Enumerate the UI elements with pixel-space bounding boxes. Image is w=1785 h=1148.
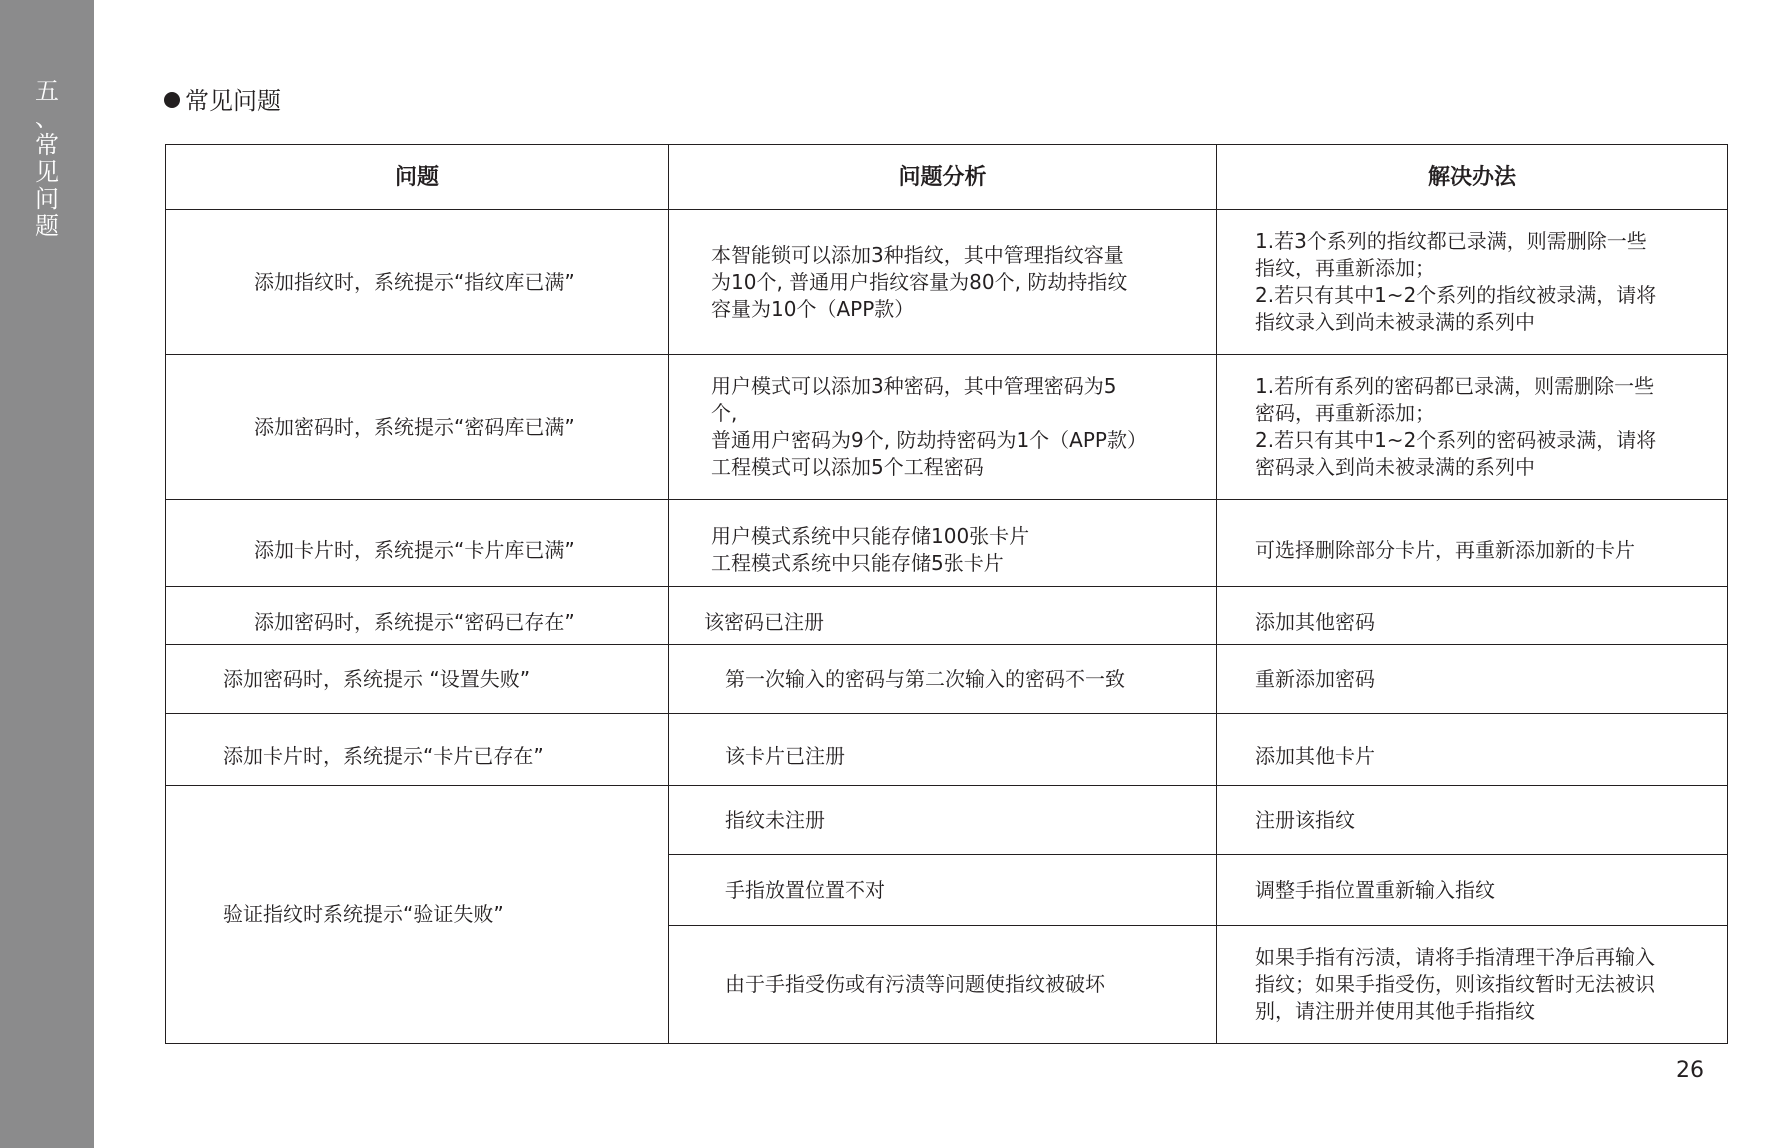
analysis-cell [669,926,1217,1044]
question-cell [166,786,669,1044]
table-header-row [166,145,1728,210]
section-label-char: 常 [35,131,59,159]
analysis-cell [669,210,1217,355]
analysis-text: 由于手指受伤或有污渍等问题使指纹被破坏 [725,972,1105,996]
analysis-cell [669,714,1217,786]
sidebar [0,0,94,1148]
question-text: 验证指纹时系统提示“验证失败” [223,902,504,926]
solution-text: 1.若所有系列的密码都已录满，则需删除一些 密码，再重新添加； 2.若只有其中1~2个系列的密码被录满，请将 密码录入到尚未被录满的系列中 [1255,374,1657,479]
question-cell [166,714,669,786]
solution-cell [1217,355,1728,500]
question-cell [166,587,669,645]
section-label-char: 问 [35,185,59,213]
analysis-cell [669,355,1217,500]
section-label-char: 见 [35,158,59,186]
solution-cell [1217,500,1728,587]
question-cell [166,645,669,714]
faq-table [165,144,1728,1044]
question-text: 添加密码时，系统提示“密码库已满” [254,414,575,439]
table-row [166,587,1728,645]
solution-cell [1217,210,1728,355]
analysis-text: 该密码已注册 [704,610,824,634]
table-row [166,500,1728,587]
solution-cell [1217,645,1728,714]
solution-cell [1217,714,1728,786]
table-row [166,645,1728,714]
analysis-text: 本智能锁可以添加3种指纹，其中管理指纹容量 为10个, 普通用户指纹容量为80个, 防劫持指纹 容量为10个（APP款） [711,242,1128,321]
analysis-text: 手指放置位置不对 [725,877,885,902]
section-heading [164,86,281,116]
analysis-text: 用户模式系统中只能存储100张卡片 工程模式系统中只能存储5张卡片 [711,524,1030,575]
section-heading-text: 常见问题 [185,87,281,115]
table-row [166,714,1728,786]
question-text: 添加卡片时，系统提示“卡片库已满” [254,537,575,562]
analysis-cell [669,587,1217,645]
section-label-char: 题 [35,212,59,240]
question-cell [166,500,669,587]
analysis-cell [669,500,1217,587]
section-label-char: 五 [35,77,59,105]
solution-text: 注册该指纹 [1255,807,1355,832]
analysis-text: 用户模式可以添加3种密码，其中管理密码为5 个, 普通用户密码为9个, 防劫持密码为1个（APP款） 工程模式可以添加5个工程密码 [711,374,1147,479]
table-row [166,210,1728,355]
solution-cell [1217,855,1728,926]
solution-text: 可选择删除部分卡片，再重新添加新的卡片 [1255,537,1635,562]
question-text: 添加密码时，系统提示“密码已存在” [254,610,575,634]
question-cell [166,210,669,355]
question-text: 添加卡片时，系统提示“卡片已存在” [223,744,544,768]
analysis-text: 指纹未注册 [725,807,825,832]
analysis-text: 第一次输入的密码与第二次输入的密码不一致 [725,666,1125,691]
analysis-cell [669,855,1217,926]
solution-text: 调整手指位置重新输入指纹 [1255,877,1495,902]
solution-text: 添加其他卡片 [1255,744,1375,768]
solution-text: 重新添加密码 [1255,666,1375,691]
header-analysis: 问题分析 [669,145,1217,210]
section-label [0,78,94,240]
solution-cell [1217,587,1728,645]
page-number: 26 [1676,1058,1704,1083]
solution-text: 1.若3个系列的指纹都已录满，则需删除一些 指纹，再重新添加； 2.若只有其中1~2个系列的指纹被录满，请将 指纹录入到尚未被录满的系列中 [1255,229,1657,334]
section-label-char: 、 [35,104,59,132]
header-solution: 解决办法 [1217,145,1728,210]
solution-cell [1217,926,1728,1044]
solution-text: 添加其他密码 [1255,610,1375,634]
question-text: 添加指纹时，系统提示“指纹库已满” [254,269,575,294]
analysis-cell [669,786,1217,855]
analysis-text: 该卡片已注册 [725,744,845,768]
table-row [166,786,1728,855]
solution-text: 如果手指有污渍，请将手指清理干净后再输入 指纹；如果手指受伤，则该指纹暂时无法被识 别，请注册并使用其他手指指纹 [1255,945,1655,1023]
analysis-cell [669,645,1217,714]
question-cell [166,355,669,500]
header-question: 问题 [166,145,669,210]
bullet-icon [164,92,180,108]
question-text: 添加密码时，系统提示 “设置失败” [223,666,531,691]
table-row [166,355,1728,500]
solution-cell [1217,786,1728,855]
